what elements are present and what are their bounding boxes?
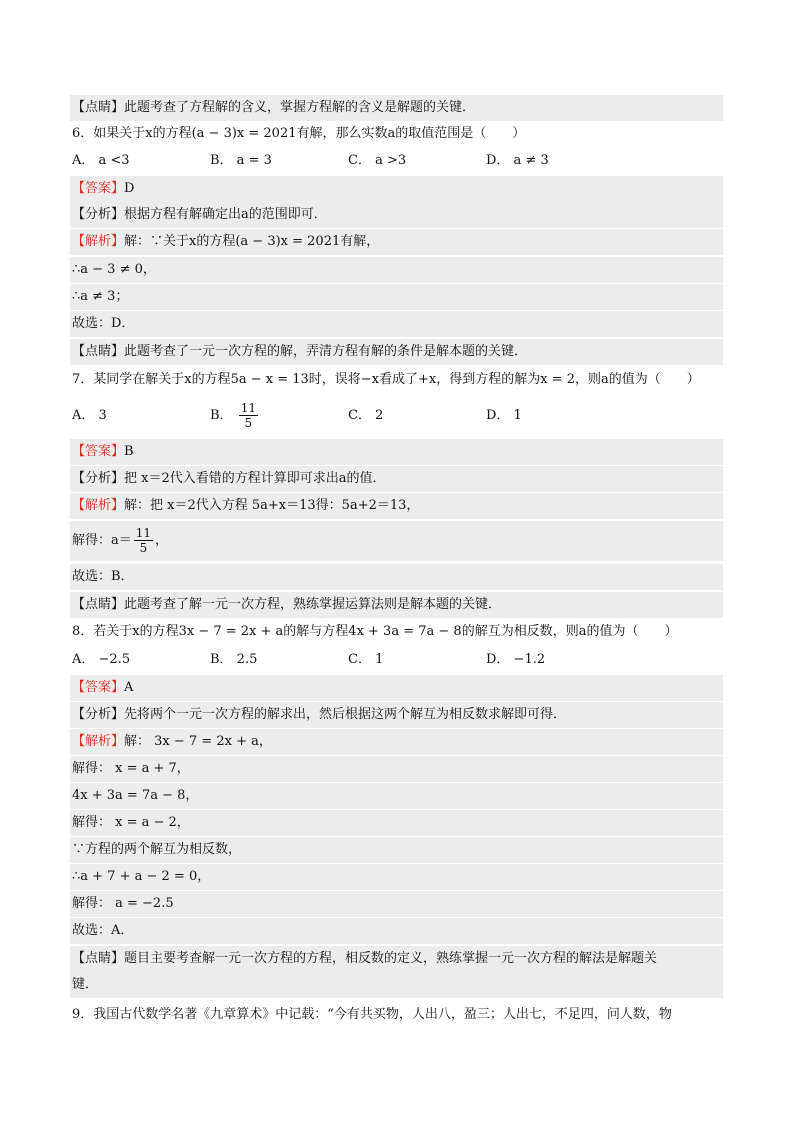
q8-solution-line (70, 729, 723, 755)
solution-tag: 【解析】 (72, 498, 125, 513)
comment-text: 此题考查了方程解的含义，掌握方程解的含义是解题的关键． (124, 100, 476, 115)
solution-tag: 【解析】 (72, 734, 125, 749)
step-fraction (134, 526, 153, 555)
q7-comment-line (70, 592, 723, 618)
q8-comment-line (70, 946, 723, 972)
q8-step-7: 故选：A． (70, 918, 723, 944)
q7-option-d: D． 1 (486, 408, 522, 423)
q8-option-b: B． 2.5 (210, 652, 258, 667)
q7-option-b-fraction (239, 401, 258, 430)
q6-option-d: D． a ≠ 3 (486, 153, 549, 168)
comment-tag: 【点睛】 (72, 597, 125, 612)
comment-text: 此题考查了一元一次方程的解，弄清方程有解的条件是解本题的关键． (124, 344, 528, 359)
q7-solution-line (70, 493, 723, 519)
q9-stem: 9．我国古代数学名著《九章算术》中记载：“今有共买物，人出八，盈三；人出七，不足四，问人数，物 (72, 1007, 672, 1022)
comment-tag: 【点睛】 (72, 100, 125, 115)
q8-step-2: 4x + 3a = 7a − 8， (70, 783, 723, 809)
q6-solution-line (70, 229, 723, 255)
answer-tag: 【答案】 (72, 444, 125, 459)
analysis-tag: 【分析】 (72, 471, 125, 486)
q8-step-1: 解得： x = a + 7， (70, 756, 723, 782)
q6-options-row (70, 148, 723, 174)
q8-step-3: 解得： x = a − 2， (70, 810, 723, 836)
q8-step-5: ∴a + 7 + a − 2 = 0， (70, 864, 723, 890)
answer-value: D (124, 181, 135, 196)
step-prefix: 解得：a＝ (72, 533, 132, 548)
analysis-text: 先将两个一元一次方程的解求出，然后根据这两个解互为相反数求解即可得． (124, 707, 567, 722)
solution-text: 解：把 x＝2代入方程 5a+x＝13得：5a+2＝13， (124, 498, 420, 513)
q8-option-d: D． −1.2 (486, 652, 546, 667)
q5-comment-line (70, 95, 723, 121)
analysis-text: 根据方程有解确定出a的范围即可． (124, 207, 327, 222)
q8-answer-line (70, 675, 723, 701)
q8-stem: 8．若关于x的方程3x − 7 = 2x + a的解与方程4x + 3a = 7a − 8的解互为相反数，则a的值为（ ） (72, 624, 678, 639)
q7-stem: 7．某同学在解关于x的方程5a − x = 13时，误将−x看成了+x，得到方程的解为x = 2，则a的值为（ ） (72, 372, 700, 387)
step-suffix: ， (155, 533, 169, 548)
q8-comment-cont: 键． (70, 972, 723, 998)
answer-value: A (124, 680, 134, 695)
solution-text: 解： 3x − 7 = 2x + a， (124, 734, 272, 749)
analysis-text: 把 x＝2代入看错的方程计算即可求出a的值． (124, 471, 386, 486)
analysis-tag: 【分析】 (72, 207, 125, 222)
comment-text: 题目主要考查解一元一次方程的方程，相反数的定义，熟练掌握一元一次方程的解法是解题关 (124, 951, 658, 966)
answer-tag: 【答案】 (72, 181, 125, 196)
q8-step-6: 解得： a = −2.5 (70, 891, 723, 917)
q6-analysis-line (70, 202, 723, 228)
comment-tag: 【点睛】 (72, 951, 125, 966)
q7-option-b-label: B． (210, 408, 233, 423)
q6-comment-line (70, 339, 723, 365)
q6-step-2: ∴a ≠ 3； (70, 284, 723, 310)
q7-option-c: C． 2 (348, 408, 384, 423)
q7-answer-line (70, 439, 723, 465)
q6-step-1: ∴a − 3 ≠ 0， (70, 257, 723, 283)
q7-options-row (70, 396, 723, 436)
solution-text: 解：∵关于x的方程(a − 3)x = 2021有解， (124, 234, 380, 249)
q6-option-c: C． a >3 (348, 153, 407, 168)
fraction-numerator: 11 (240, 401, 256, 415)
q7-step-solved (70, 521, 723, 561)
q8-step-4: ∵方程的两个解互为相反数， (70, 837, 723, 863)
q6-stem: 6．如果关于x的方程(a − 3)x = 2021有解，那么实数a的取值范围是（ ） (72, 126, 526, 141)
q7-option-b (210, 396, 260, 436)
fraction-numerator: 11 (135, 526, 152, 540)
q6-option-a: A． a <3 (72, 153, 130, 168)
q8-options-row (70, 647, 723, 673)
q6-step-3: 故选：D． (70, 311, 723, 337)
q8-option-c: C． 1 (348, 652, 384, 667)
q7-option-a: A． 3 (72, 408, 107, 423)
q7-analysis-line (70, 466, 723, 492)
analysis-tag: 【分析】 (72, 707, 125, 722)
fraction-denominator: 5 (244, 416, 253, 430)
answer-value: B (124, 444, 134, 459)
answer-tag: 【答案】 (72, 680, 125, 695)
q8-option-a: A． −2.5 (72, 652, 131, 667)
q7-choose: 故选：B． (70, 564, 723, 590)
q6-option-b: B． a = 3 (210, 153, 272, 168)
comment-tag: 【点睛】 (72, 344, 125, 359)
comment-text: 此题考查了解一元一次方程，熟练掌握运算法则是解本题的关键． (124, 597, 502, 612)
q8-analysis-line (70, 702, 723, 728)
fraction-denominator: 5 (139, 541, 148, 555)
q6-answer-line (70, 176, 723, 202)
solution-tag: 【解析】 (72, 234, 125, 249)
